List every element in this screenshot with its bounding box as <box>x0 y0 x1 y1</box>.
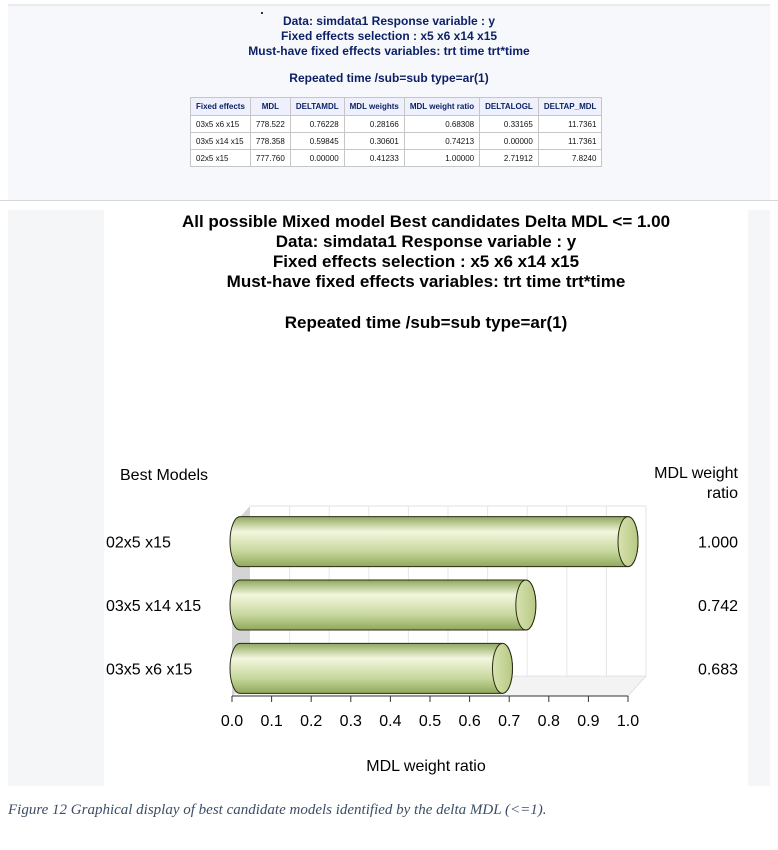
x-tick-label: 1.0 <box>616 713 640 730</box>
col-header-mdl-weights: MDL weights <box>344 98 404 116</box>
table-cell: 0.59845 <box>290 133 344 150</box>
table-cell: 0.00000 <box>290 150 344 167</box>
col-header-mdl: MDL <box>250 98 290 116</box>
x-tick-label: 0.4 <box>379 713 402 730</box>
value-label: 0.683 <box>697 661 738 679</box>
bar-cap <box>516 580 536 630</box>
table-cell: 0.68308 <box>404 116 479 133</box>
chart-panel <box>8 210 770 786</box>
x-tick-label: 0.7 <box>498 713 521 730</box>
table-row <box>191 133 602 150</box>
col-header-deltap-mdl: DELTAP_MDL <box>538 98 602 116</box>
table-cell: 11.7361 <box>538 133 602 150</box>
table-cell: 778.358 <box>250 133 290 150</box>
results-repeated-line: Repeated time /sub=sub type=ar(1) <box>289 71 489 85</box>
bar-1 <box>230 517 638 567</box>
x-tick-label: 0.6 <box>458 713 481 730</box>
table-cell: 03x5 x14 x15 <box>191 133 251 150</box>
bar-body <box>230 580 536 630</box>
table-cell: 03x5 x6 x15 <box>191 116 251 133</box>
results-title-line-1: Data: simdata1 Response variable : y <box>282 14 496 28</box>
table-cell: 11.7361 <box>538 116 602 133</box>
category-label: 02x5 x15 <box>106 534 171 552</box>
bar-cap <box>492 643 512 693</box>
category-label: 03x5 x14 x15 <box>106 598 202 615</box>
x-axis-label: MDL weight ratio <box>366 758 486 775</box>
table-cell: 7.8240 <box>538 150 602 167</box>
results-panel <box>8 4 770 200</box>
table-cell: 1.00000 <box>404 150 479 167</box>
value-label: 1.000 <box>697 534 738 552</box>
col-header-deltalogl: DELTALOGL <box>480 98 539 116</box>
table-cell: 0.00000 <box>480 133 539 150</box>
chart-background <box>104 210 748 786</box>
table-cell: 778.522 <box>250 116 290 133</box>
results-table <box>190 97 602 167</box>
table-cell: 0.41233 <box>344 150 404 167</box>
bar-chart <box>104 210 748 786</box>
table-cell: 02x5 x15 <box>191 150 251 167</box>
chart-title-line-3: Fixed effects selection : x5 x6 x14 x15 <box>272 252 580 271</box>
col-header-fixed-effects: Fixed effects <box>191 98 251 116</box>
section-divider <box>0 200 778 201</box>
bar-body <box>230 643 512 693</box>
category-label: 03x5 x6 x15 <box>106 661 193 679</box>
table-cell: 0.74213 <box>404 133 479 150</box>
table-cell: 0.28166 <box>344 116 404 133</box>
chart-title-line-1: All possible Mixed model Best candidates Delta MDL <= 1.00 <box>181 212 671 231</box>
value-column-label-line-2: ratio <box>706 485 738 502</box>
bar-2 <box>230 580 536 630</box>
chart-title-line-4: Must-have fixed effects variables: trt time trt*time <box>226 272 626 291</box>
bar-body <box>230 517 638 567</box>
table-row <box>191 150 602 167</box>
results-title-line-3: Must-have fixed effects variables: trt time trt*time <box>248 44 530 58</box>
x-tick-label: 0.8 <box>537 713 560 730</box>
results-title-line-2: Fixed effects selection : x5 x6 x14 x15 <box>280 29 498 43</box>
x-tick-label: 0.1 <box>260 713 283 730</box>
category-axis-label: Best Models <box>120 467 209 484</box>
x-tick-label: 0.0 <box>220 713 244 730</box>
chart-title-line-2: Data: simdata1 Response variable : y <box>275 232 577 251</box>
x-tick-label: 0.2 <box>300 713 323 730</box>
table-cell: 0.30601 <box>344 133 404 150</box>
x-tick-label: 0.5 <box>418 713 442 730</box>
col-header-deltamdl: DELTAMDL <box>290 98 344 116</box>
value-column-label-line-1: MDL weight <box>654 465 738 482</box>
chart-subtitle: Repeated time /sub=sub type=ar(1) <box>284 313 568 332</box>
table-header-row <box>191 98 602 116</box>
table-cell: 777.760 <box>250 150 290 167</box>
bar-3 <box>230 643 512 693</box>
table-cell: 2.71912 <box>480 150 539 167</box>
x-tick-label: 0.9 <box>577 713 600 730</box>
bar-cap <box>618 517 638 567</box>
table-cell: 0.76228 <box>290 116 344 133</box>
value-label: 0.742 <box>697 598 738 615</box>
col-header-mdl-weight-ratio: MDL weight ratio <box>404 98 479 116</box>
x-tick-label: 0.3 <box>339 713 362 730</box>
table-row <box>191 116 602 133</box>
figure-caption: Figure 12 Graphical display of best candidate models identified by the delta MDL (<=1). <box>8 802 547 818</box>
table-cell: 0.33165 <box>480 116 539 133</box>
